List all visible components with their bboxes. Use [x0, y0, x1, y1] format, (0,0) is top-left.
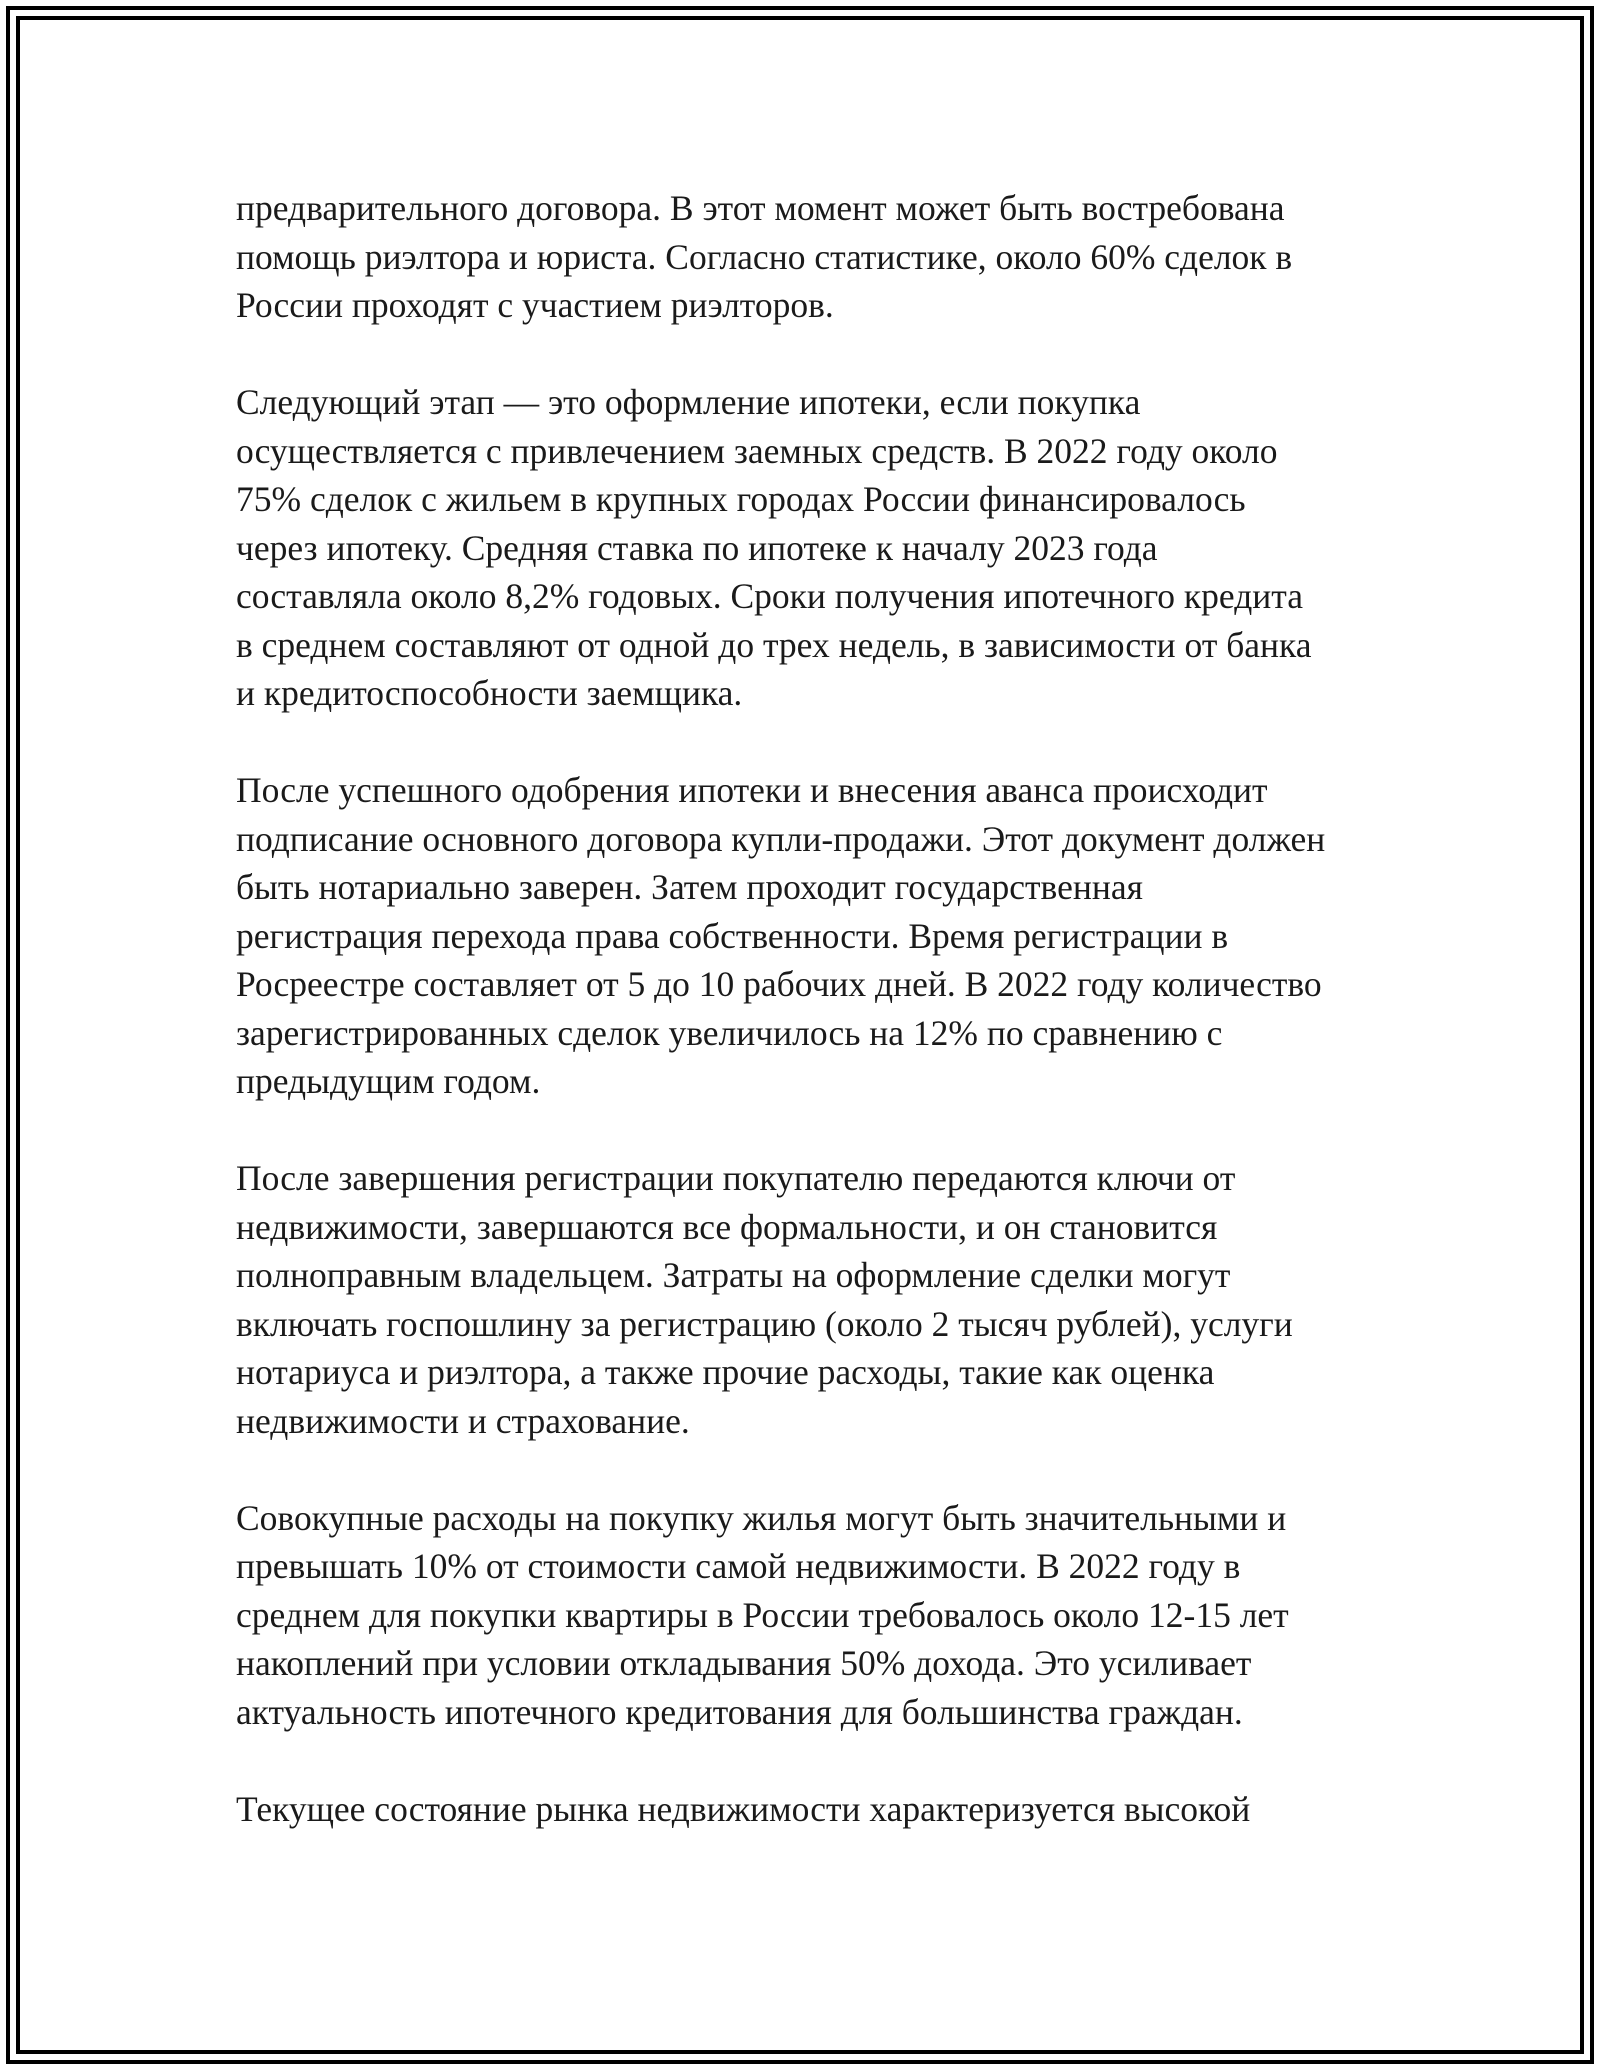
text-line: недвижимости, завершаются все формальности, и он становится [236, 1206, 1218, 1247]
paragraph [236, 1494, 1396, 1737]
paragraph [236, 378, 1396, 718]
text-line: через ипотеку. Средняя ставка по ипотеке к началу 2023 года [236, 527, 1158, 568]
text-line: зарегистрированных сделок увеличилось на 12% по сравнению с [236, 1012, 1223, 1053]
text-line: среднем для покупки квартиры в России требовалось около 12-15 лет [236, 1594, 1289, 1635]
text-line: России проходят с участием риэлторов. [236, 285, 834, 325]
text-line: быть нотариально заверен. Затем проходит государственная [236, 867, 1143, 907]
text-line: в среднем составляют от одной до трех недель, в зависимости от банка [236, 624, 1312, 665]
paragraph [236, 1785, 1396, 1834]
text-line: 75% сделок с жильем в крупных городах России финансировалось [236, 479, 1246, 519]
text-line: Следующий этап — это оформление ипотеки, если покупка [236, 382, 1141, 422]
text-line: помощь риэлтора и юриста. Согласно статистике, около 60% сделок в [236, 236, 1293, 277]
text-line: включать госпошлину за регистрацию (около 2 тысяч рублей), услуги [236, 1303, 1293, 1344]
text-line: и кредитоспособности заемщика. [236, 673, 743, 713]
text-line: составляла около 8,2% годовых. Сроки получения ипотечного кредита [236, 576, 1303, 616]
paragraph [236, 766, 1396, 1106]
text-line: Текущее состояние рынка недвижимости характеризуется высокой [236, 1788, 1251, 1829]
text-line: накоплений при условии откладывания 50% дохода. Это усиливает [236, 1643, 1252, 1683]
text-line: нотариуса и риэлтора, а также прочие расходы, такие как оценка [236, 1352, 1215, 1392]
text-line: превышать 10% от стоимости самой недвижимости. В 2022 году в [236, 1546, 1241, 1586]
text-line: полноправным владельцем. Затраты на оформление сделки могут [236, 1255, 1231, 1295]
text-line: предварительного договора. В этот момент может быть востребована [236, 188, 1285, 228]
document-body [236, 184, 1396, 1882]
paragraph [236, 184, 1396, 330]
text-line: После завершения регистрации покупателю передаются ключи от [236, 1158, 1236, 1198]
text-line: подписание основного договора купли-продажи. Этот документ должен [236, 818, 1326, 859]
text-line: регистрация перехода права собственности. Время регистрации в [236, 915, 1229, 956]
text-line: Совокупные расходы на покупку жилья могут быть значительными и [236, 1497, 1287, 1538]
text-line: актуальность ипотечного кредитования для большинства граждан. [236, 1691, 1243, 1732]
text-line: осуществляется с привлечением заемных средств. В 2022 году около [236, 430, 1278, 471]
text-line: недвижимости и страхование. [236, 1400, 690, 1441]
text-line: предыдущим годом. [236, 1061, 541, 1101]
paragraph [236, 1154, 1396, 1445]
text-line: Росреестре составляет от 5 до 10 рабочих дней. В 2022 году количество [236, 964, 1322, 1004]
text-line: После успешного одобрения ипотеки и внесения аванса происходит [236, 770, 1268, 810]
